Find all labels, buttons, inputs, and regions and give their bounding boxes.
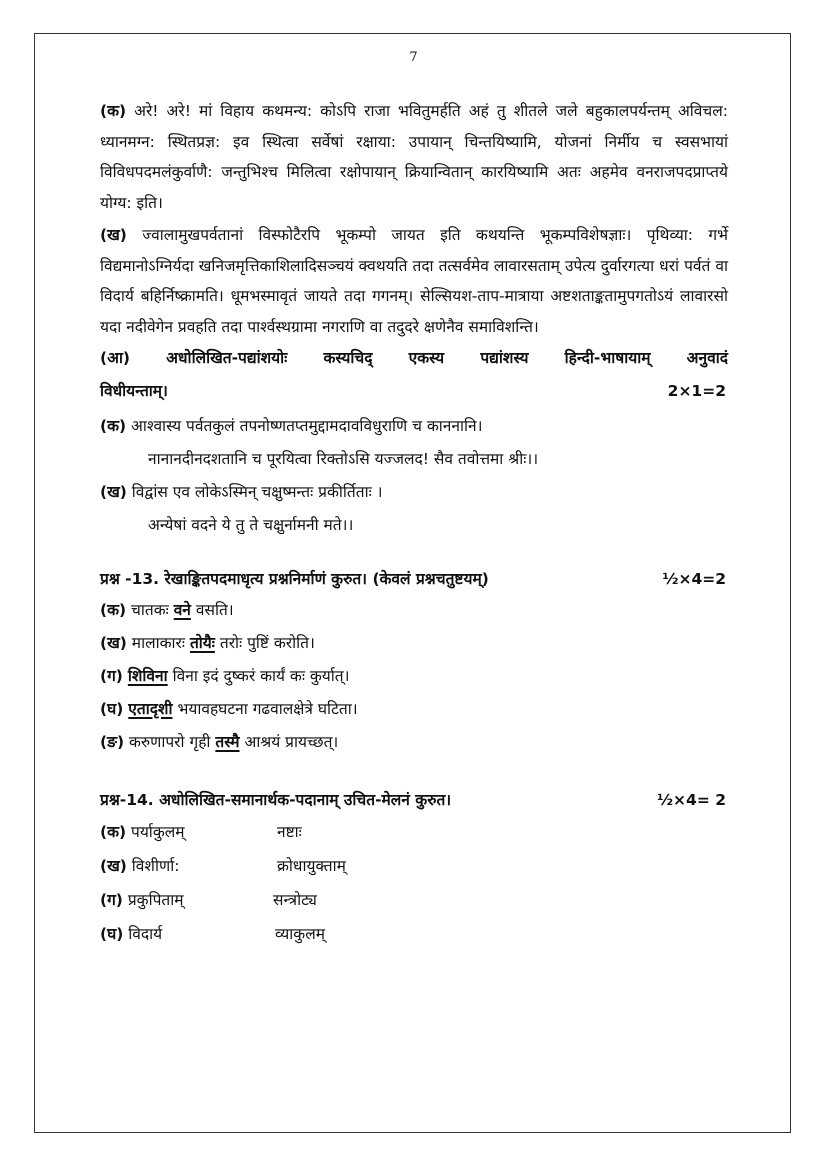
passage-text: अरे! अरे! मां विहाय कथमन्य: कोऽपि राजा भवितुमर्हति अहं तु शीतले जले बहुकालपर्यन्तम् अविचल: ध्यानमग्न: स्थितप्रज्ञ: इव स्थित्वा सर्वेषां रक्षाया: उपायान् चिन्तयिष्यामि, योजनां निर्मीय च स्वसभायां विविधपदमलंकुर्वाणै: जन्तुभिश्च मिलित्वा रक्षोपायान् क्रियान्वितान् कारयिष्यामि अतः अहमेव वनराजपदप्राप्तये योग्य: इति। <box>100 102 728 212</box>
q13-item-nga: (ङ) करुणापरो गृही तस्मै आश्रयं प्रायच्छत्। <box>100 733 339 751</box>
underlined-word: एतादृशी <box>128 700 173 718</box>
underlined-word: तस्मै <box>215 733 240 751</box>
section-aa-heading: (आ) अधोलिखित-पद्यांशयोः कस्यचिद् एकस्य पद्यांशस्य हिन्दी-भाषायाम् अनुवादं <box>100 349 728 367</box>
match-row: (घ) विदार्य व्याकुलम् <box>100 917 728 951</box>
verse-label: (क) <box>100 417 127 435</box>
match-right: व्याकुलम् <box>275 925 325 943</box>
underlined-word: तोयैः <box>189 634 215 652</box>
passage-label: (क) <box>100 102 127 120</box>
page-content <box>100 96 728 951</box>
match-right: नष्टाः <box>277 823 302 841</box>
marks-label: ½×4= 2 <box>657 791 726 809</box>
match-row: (ख) विशीर्णा: क्रोधायुक्ताम् <box>100 849 728 883</box>
passage-kha <box>100 220 728 342</box>
match-left: पर्याकुलम् <box>131 823 185 841</box>
underlined-word: शिविना <box>127 667 168 685</box>
passage-text: ज्वालामुखपर्वतानां विस्फोटैरपि भूकम्पो जायत इति कथयन्ति भूकम्पविशेषज्ञाः। पृथिव्या: गर्भे विद्यमानोऽग्निर्यदा खनिजमृत्तिकाशिलादिसञ्चयं क्वथयति तदा तत्सर्वमेव लावारसताम् उपेत्य दुर्वारगत्या धरां पर्वतं वा विदार्य बहिर्निष्क्रामति। धूमभस्मावृतं जायते तदा गगनम्। सेल्सियश-ताप-मात्राया अष्टशताङ्कतामुपगतोऽयं लावारसो यदा नदीवेगेन प्रवहति तदा पार्श्वस्थग्रामा नगराणि वा तदुदरे क्षणेनैव समाविशन्ति। <box>100 226 728 336</box>
question-14-heading: प्रश्न-14. अधोलिखित-समानार्थक-पदानाम् उचित-मेलनं कुरुत। ½×4= 2 <box>100 785 728 815</box>
verse-ka-line1: (क) आश्वास्य पर्वतकुलं तपनोष्णतप्तमुद्दामदावविधुराणि च काननानि। <box>100 417 483 435</box>
match-row: (ग) प्रकुपिताम् सन्त्रोट्य <box>100 883 728 917</box>
verse-kha-line1: (ख) विद्वांस एव लोकेऽस्मिन् चक्षुष्मन्तः प्रकीर्तिताः । <box>100 483 383 501</box>
passage-label: (ख) <box>100 226 127 244</box>
verse-ka-line2: नानानदीनदशतानि च पूरयित्वा रिक्तोऽसि यज्जलद! सैव तवोत्तमा श्रीः।। <box>148 450 539 468</box>
underlined-word: वने <box>173 601 191 619</box>
q13-item-ka: (क) चातकः वने वसति। <box>100 601 234 619</box>
marks-label: 2×1=2 <box>667 382 726 400</box>
q13-item-kha: (ख) मालाकारः तोयैः तरोः पुष्टिं करोति। <box>100 634 315 652</box>
match-row: (क) पर्याकुलम् नष्टाः <box>100 815 728 849</box>
page-number: 7 <box>409 50 418 65</box>
verse-kha-line2: अन्येषां वदने ये तु ते चक्षुर्नामनी मते।। <box>148 516 354 534</box>
q13-item-gha: (घ) एतादृशी भयावहघटना गढवालक्षेत्रे घटिता। <box>100 700 358 718</box>
match-left: विशीर्णा: <box>131 857 180 875</box>
section-aa-heading-cont: विधीयन्ताम्। 2×1=2 <box>100 375 728 408</box>
match-left: प्रकुपिताम् <box>127 891 184 909</box>
verse-label: (ख) <box>100 483 127 501</box>
q13-item-ga: (ग) शिविना विना इदं दुष्करं कार्यं कः कुर्यात्। <box>100 667 350 685</box>
match-right: सन्त्रोट्य <box>273 891 317 909</box>
marks-label: ½×4=2 <box>662 570 726 588</box>
match-right: क्रोधायुक्ताम् <box>277 857 346 875</box>
match-left: विदार्य <box>128 925 163 943</box>
passage-ka <box>100 96 728 218</box>
question-13-heading: प्रश्न -13. रेखाङ्कितपदमाधृत्य प्रश्ननिर्माणं कुरुत। (केवलं प्रश्नचतुष्टयम्) ½×4=2 <box>100 564 728 594</box>
